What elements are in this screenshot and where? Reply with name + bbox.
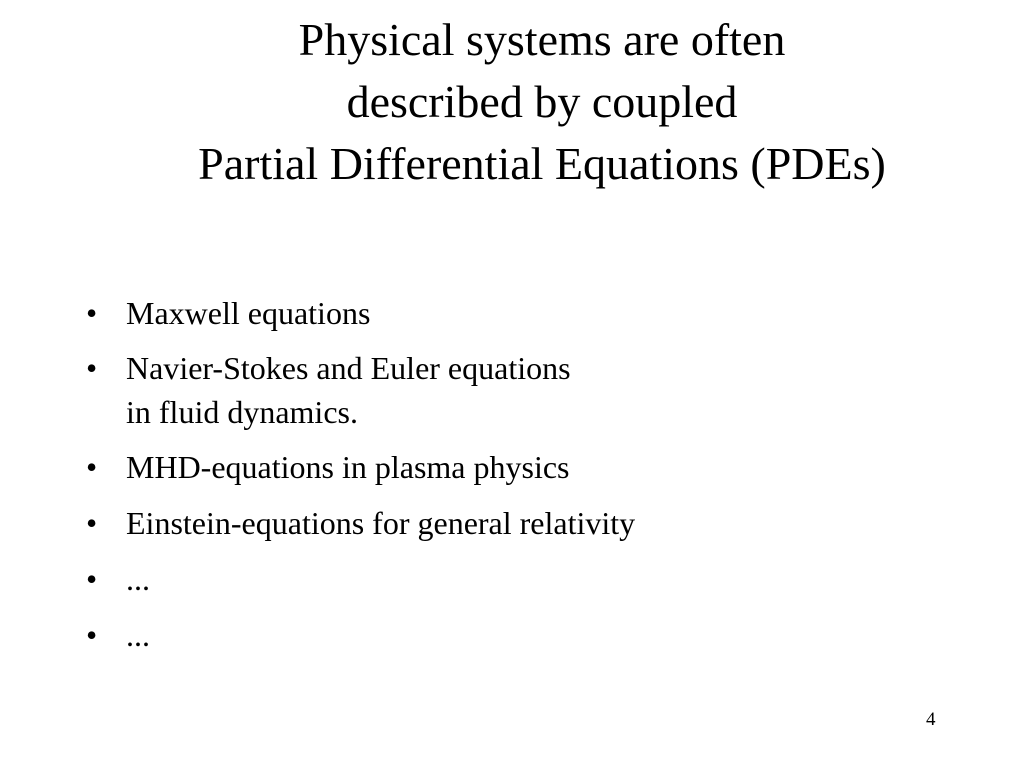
slide-title-line-2: described by coupled <box>346 76 738 127</box>
bullet-text: ... <box>126 561 150 597</box>
bullet-text: Einstein-equations for general relativity <box>126 505 636 541</box>
slide-title-line-1: Physical systems are often <box>298 14 786 65</box>
bullet-list <box>86 290 966 668</box>
bullet-item-einstein <box>86 500 966 546</box>
bullet-marker: • <box>86 295 98 331</box>
bullet-text: Navier-Stokes and Euler equations in fluid dynamics. <box>126 350 571 430</box>
bullet-text: ... <box>126 617 150 653</box>
slide-title-line-3: Partial Differential Equations (PDEs) <box>198 138 886 189</box>
page-number: 4 <box>926 709 936 730</box>
bullet-item-mhd <box>86 444 966 490</box>
bullet-marker: • <box>86 617 98 653</box>
bullet-text: Maxwell equations <box>126 295 371 331</box>
bullet-text: MHD-equations in plasma physics <box>126 449 570 485</box>
slide-title <box>80 9 1004 195</box>
bullet-item-ellipsis-2 <box>86 612 966 658</box>
bullet-marker: • <box>86 505 98 541</box>
bullet-marker: • <box>86 350 98 386</box>
bullet-item-maxwell <box>86 290 966 336</box>
bullet-marker: • <box>86 561 98 597</box>
bullet-marker: • <box>86 449 98 485</box>
bullet-item-ellipsis-1 <box>86 556 966 602</box>
bullet-item-navier-stokes <box>86 346 966 434</box>
